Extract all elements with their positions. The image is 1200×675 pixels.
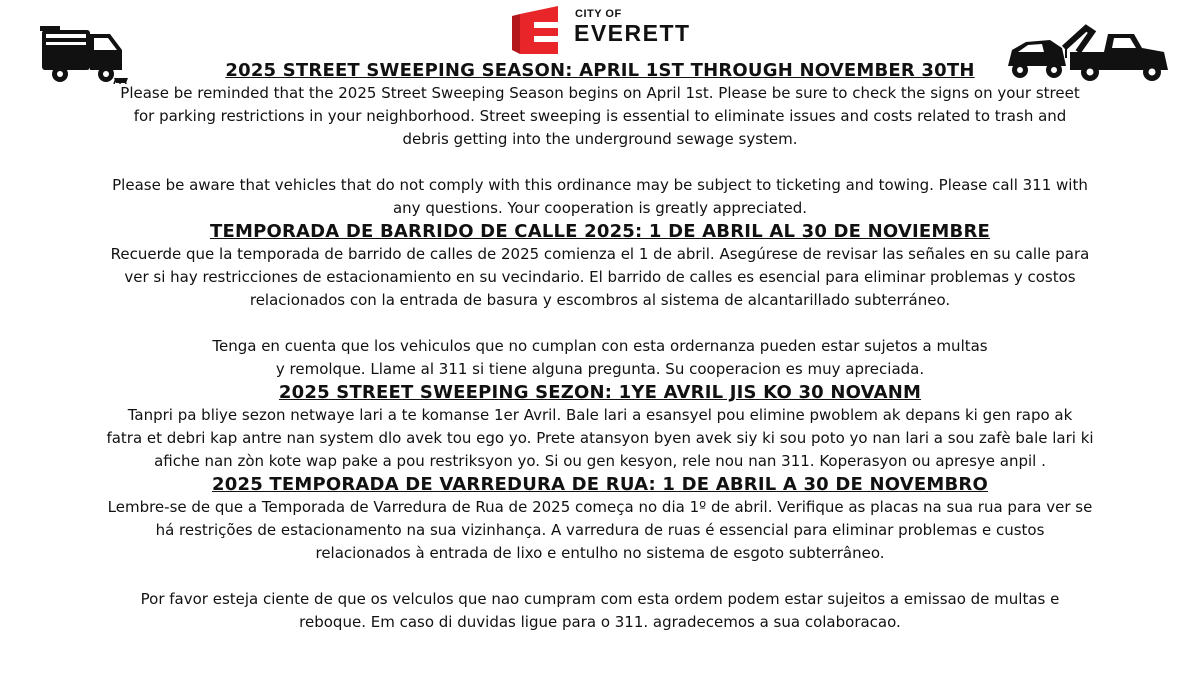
portuguese-line-4: Por favor esteja ciente de que os velculos que nao cumpram com esta ordem podem estar sujeitos a emissao de multas e	[140, 590, 1060, 608]
english-line-5: any questions. Your cooperation is greatly appreciated.	[392, 199, 808, 217]
portuguese-line-2: há restrições de estacionamento na sua vizinhança. A varredura de ruas é essencial para eliminar problemas e custos	[155, 521, 1045, 539]
english-line-4: Please be aware that vehicles that do not comply with this ordinance may be subject to ticketing and towing. Please call 311 with	[112, 176, 1088, 194]
creole-line-3: afiche nan zòn kote wap pake a pou restriksyon yo. Si ou gen kesyon, rele nou nan 311. Koperasyon ou apresye anpil .	[154, 452, 1046, 470]
heading-spanish: TEMPORADA DE BARRIDO DE CALLE 2025: 1 DE ABRIL AL 30 DE NOVIEMBRE	[209, 221, 991, 242]
english-line-1: Please be reminded that the 2025 Street Sweeping Season begins on April 1st. Please be sure to check the signs on your street	[120, 84, 1080, 102]
spacer	[60, 312, 1140, 335]
portuguese-line-5: reboque. Em caso di duvidas ligue para o 311. agradecemos a sua colaboracao.	[299, 613, 901, 631]
creole-line-1: Tanpri pa bliye sezon netwaye lari a te komanse 1er Avril. Bale lari a esansyel pou elimine pwoblem ak depans ki gen rapo ak	[127, 406, 1073, 424]
city-logo	[512, 6, 702, 56]
english-line-2: for parking restrictions in your neighborhood. Street sweeping is essential to eliminate issues and costs related to trash and	[133, 107, 1067, 125]
heading-english: 2025 STREET SWEEPING SEASON: APRIL 1ST THROUGH NOVEMBER 30TH	[225, 60, 975, 81]
everett-logo-mark-icon	[512, 6, 558, 54]
spanish-line-5: y remolque. Llame al 311 si tiene alguna pregunta. Su cooperacion es muy apreciada.	[275, 360, 925, 378]
heading-portuguese: 2025 TEMPORADA DE VARREDURA DE RUA: 1 DE ABRIL A 30 DE NOVEMBRO	[212, 474, 988, 495]
english-line-3: debris getting into the underground sewage system.	[402, 130, 798, 148]
spanish-line-3: relacionados con la entrada de basura y escombros al sistema de alcantarillado subterráneo.	[249, 291, 951, 309]
spanish-line-4: Tenga en cuenta que los vehiculos que no cumplan con esta ordernanza pueden estar sujetos a multas	[212, 337, 988, 355]
logo-everett: EVERETT	[574, 20, 691, 46]
spanish-line-2: ver si hay restricciones de estacionamiento en su vecindario. El barrido de calles es esencial para eliminar problemas y costos	[124, 268, 1076, 286]
logo-city-of: CITY OF	[575, 8, 622, 20]
spacer	[60, 151, 1140, 174]
portuguese-line-1: Lembre-se de que a Temporada de Varredura de Rua de 2025 começa no dia 1º de abril. Verifique as placas na sua rua para ver se	[107, 498, 1093, 516]
spanish-line-1: Recuerde que la temporada de barrido de calles de 2025 comienza el 1 de abril. Asegúrese de revisar las señales en su calle para	[110, 245, 1090, 263]
notice-content	[60, 59, 1140, 634]
portuguese-line-3: relacionados à entrada de lixo e entulho no sistema de esgoto subterrâneo.	[315, 544, 885, 562]
spacer	[60, 565, 1140, 588]
heading-haitian-creole: 2025 STREET SWEEPING SEZON: 1YE AVRIL JIS KO 30 NOVANM	[278, 382, 922, 403]
creole-line-2: fatra et debri kap antre nan system dlo avek tou ego yo. Prete atansyon byen avek siy ki sou poto yo nan lari a sou zafè bale lari ki	[106, 429, 1094, 447]
